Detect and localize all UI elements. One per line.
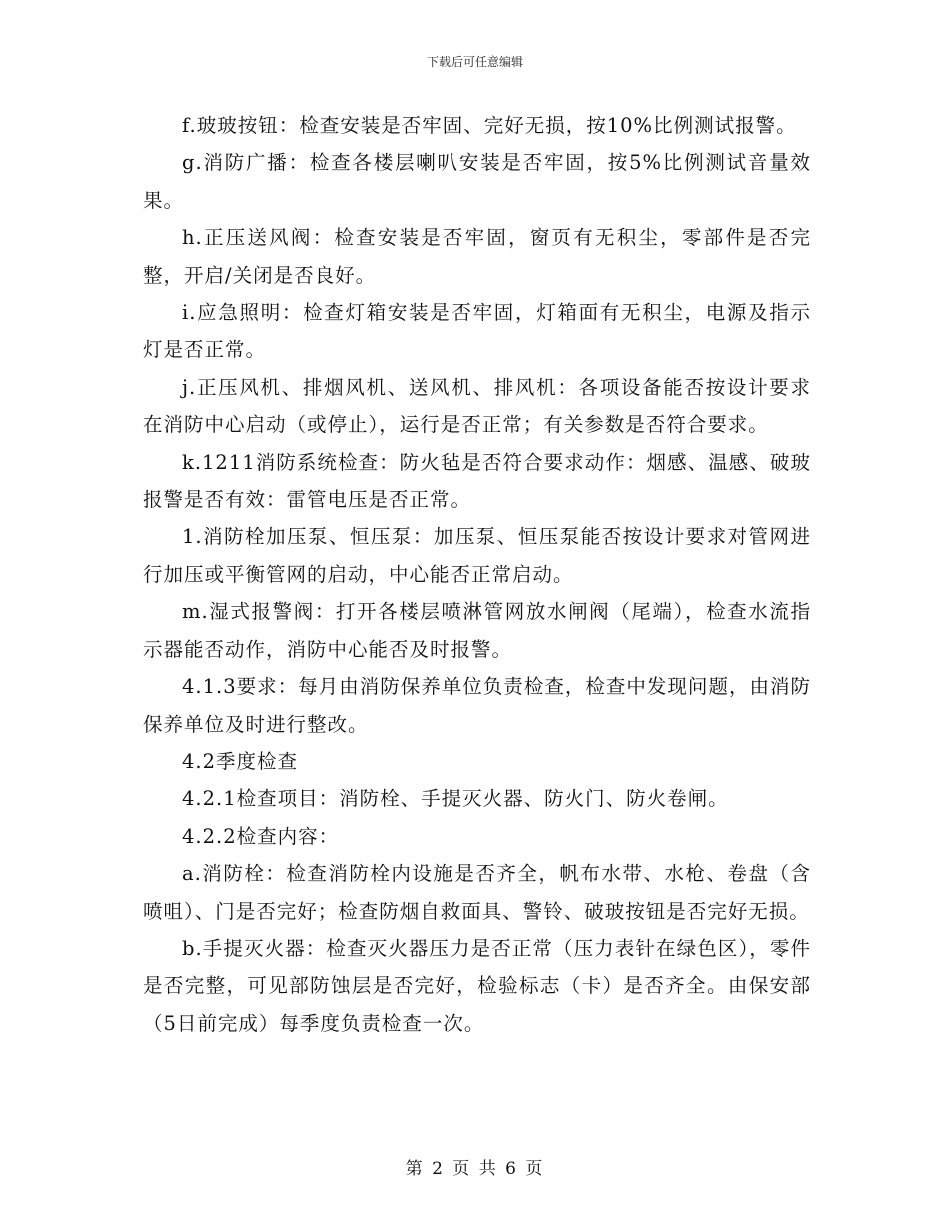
section-heading-4-2: 4.2季度检查	[182, 749, 299, 773]
paragraph-f: f.玻玻按钮：检查安装是否牢固、完好无损，按10%比例测试报警。	[182, 114, 797, 137]
paragraph-g: g.消防广播：检查各楼层喇叭安装是否牢固，按5%比例测试音量效果。	[143, 151, 811, 212]
paragraph-4-1-3: 4.1.3要求：每月由消防保养单位负责检查，检查中发现问题，由消防保养单位及时进行整改。	[143, 675, 811, 736]
paragraph-l: 1.消防栓加压泵、恒压泵：加压泵、恒压泵能否按设计要求对管网进行加压或平衡管网的启动，中心能否正常启动。	[143, 525, 811, 586]
paragraph-4-2-1: 4.2.1检查项目：消防栓、手提灭火器、防火门、防火卷闸。	[182, 787, 729, 811]
page-footer: 第 2 页 共 6 页	[405, 1159, 545, 1179]
page-header: 下载后可任意编辑	[426, 55, 523, 69]
paragraph-4-2-2: 4.2.2检查内容：	[182, 824, 340, 848]
paragraph-m: m.湿式报警阀：打开各楼层喷淋管网放水闸阀（尾端），检查水流指示器能否动作，消防中心能否及时报警。	[143, 600, 811, 661]
paragraph-a: a.消防栓：检查消防栓内设施是否齐全，帆布水带、水枪、卷盘（含喷咀）、门是否完好；检查防烟自救面具、警铃、破玻按钮是否完好无损。	[143, 862, 811, 923]
paragraph-b: b.手提灭火器：检查灭火器压力是否正常（压力表针在绿色区），零件是否完整，可见部防蚀层是否完好，检验标志（卡）是否齐全。由保安部（5日前完成）每季度负责检查一次。	[143, 936, 811, 1035]
document-body	[143, 107, 811, 1042]
paragraph-k: k.1211消防系统检查：防火毡是否符合要求动作：烟感、温感、破玻报警是否有效：雷管电压是否正常。	[143, 450, 811, 512]
paragraph-h: h.正压送风阀：检查安装是否牢固，窗页有无积尘，零部件是否完整，开启/关闭是否良好。	[143, 226, 811, 287]
paragraph-i: i.应急照明：检查灯箱安装是否牢固，灯箱面有无积尘，电源及指示灯是否正常。	[143, 301, 811, 362]
paragraph-j: j.正压风机、排烟风机、送风机、排风机：各项设备能否按设计要求在消防中心启动（或停止），运行是否正常；有关参数是否符合要求。	[143, 375, 811, 437]
